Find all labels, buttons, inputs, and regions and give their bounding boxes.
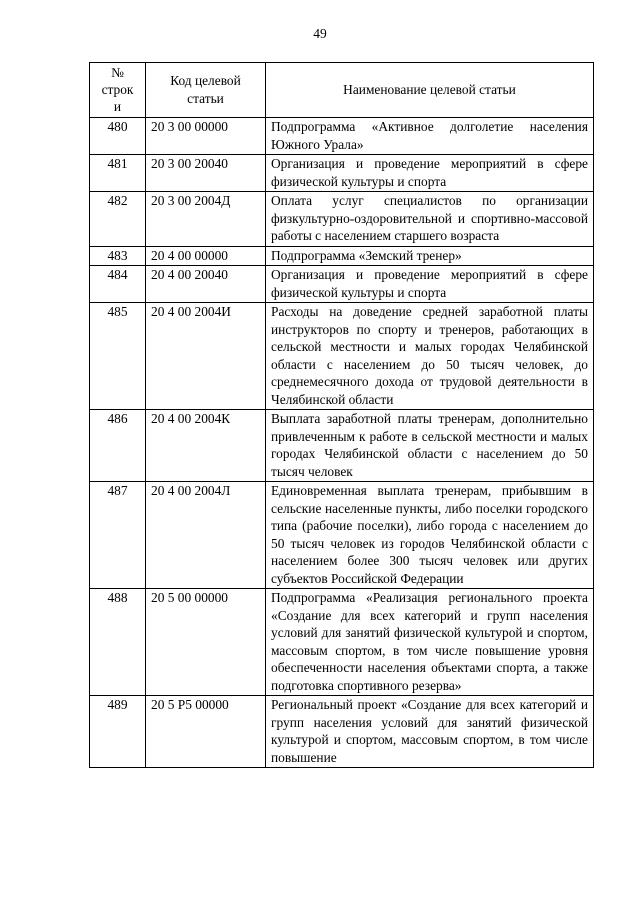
target-code-cell: 20 4 00 2004К	[146, 410, 266, 482]
target-name-cell: Расходы на доведение средней заработной платы инструкторов по спорту и тренеров, работающих в сельской местности и малых городах Челябинской области с населением до 50 тысяч человек, до среднемесячного дохода от трудовой деятельности в Челябинской области	[266, 303, 594, 410]
target-name-cell: Выплата заработной платы тренерам, дополнительно привлеченным к работе в сельской местности и малых городах Челябинской области с населением до 50 тысяч человек	[266, 410, 594, 482]
table-row	[90, 246, 594, 266]
row-number-cell: 482	[90, 192, 146, 247]
table-row	[90, 303, 594, 410]
target-articles-table	[89, 62, 594, 768]
table-row	[90, 589, 594, 696]
row-number-cell: 487	[90, 482, 146, 589]
table-row	[90, 482, 594, 589]
target-name-cell: Организация и проведение мероприятий в сфере физической культуры и спорта	[266, 266, 594, 303]
table-row	[90, 155, 594, 192]
row-number-cell: 481	[90, 155, 146, 192]
row-number-cell: 484	[90, 266, 146, 303]
header-name: Наименование целевой статьи	[266, 63, 594, 118]
target-code-cell: 20 4 00 2004Л	[146, 482, 266, 589]
target-code-cell: 20 3 00 20040	[146, 155, 266, 192]
target-name-cell: Региональный проект «Создание для всех категорий и групп населения условий для занятий физической культурой и спортом, массовым спортом, в том числе повышение	[266, 696, 594, 768]
target-name-cell: Организация и проведение мероприятий в сфере физической культуры и спорта	[266, 155, 594, 192]
target-code-cell: 20 3 00 00000	[146, 118, 266, 155]
table-header-row	[90, 63, 594, 118]
target-name-cell: Подпрограмма «Реализация регионального проекта «Создание для всех категорий и групп населения условий для занятий физической культурой и спортом, массовым спортом, в том числе повышение уровня обеспеченности населения объектами спорта, а также подготовка спортивного резерва»	[266, 589, 594, 696]
row-number-cell: 489	[90, 696, 146, 768]
target-name-cell: Подпрограмма «Земский тренер»	[266, 246, 594, 266]
target-code-cell: 20 5 P5 00000	[146, 696, 266, 768]
table-row	[90, 118, 594, 155]
target-name-cell: Оплата услуг специалистов по организации физкультурно-оздоровительной и спортивно-массовой работы с населением старшего возраста	[266, 192, 594, 247]
table-row	[90, 192, 594, 247]
target-code-cell: 20 4 00 00000	[146, 246, 266, 266]
target-code-cell: 20 3 00 2004Д	[146, 192, 266, 247]
header-code: Код целевой статьи	[146, 63, 266, 118]
table-row	[90, 696, 594, 768]
table-row	[90, 410, 594, 482]
target-code-cell: 20 4 00 20040	[146, 266, 266, 303]
page-number: 49	[313, 26, 327, 41]
row-number-cell: 480	[90, 118, 146, 155]
row-number-cell: 486	[90, 410, 146, 482]
target-name-cell: Подпрограмма «Активное долголетие населения Южного Урала»	[266, 118, 594, 155]
target-code-cell: 20 4 00 2004И	[146, 303, 266, 410]
header-row-number: № строк и	[90, 63, 146, 118]
target-code-cell: 20 5 00 00000	[146, 589, 266, 696]
row-number-cell: 485	[90, 303, 146, 410]
table-row	[90, 266, 594, 303]
row-number-cell: 483	[90, 246, 146, 266]
row-number-cell: 488	[90, 589, 146, 696]
target-name-cell: Единовременная выплата тренерам, прибывшим в сельские населенные пункты, либо поселки городского типа (рабочие поселки), либо города с населением до 50 тысяч человек из городов Челябинской области с населением более 300 тысяч человек или других субъектов Российской Федерации	[266, 482, 594, 589]
table-body	[90, 118, 594, 768]
